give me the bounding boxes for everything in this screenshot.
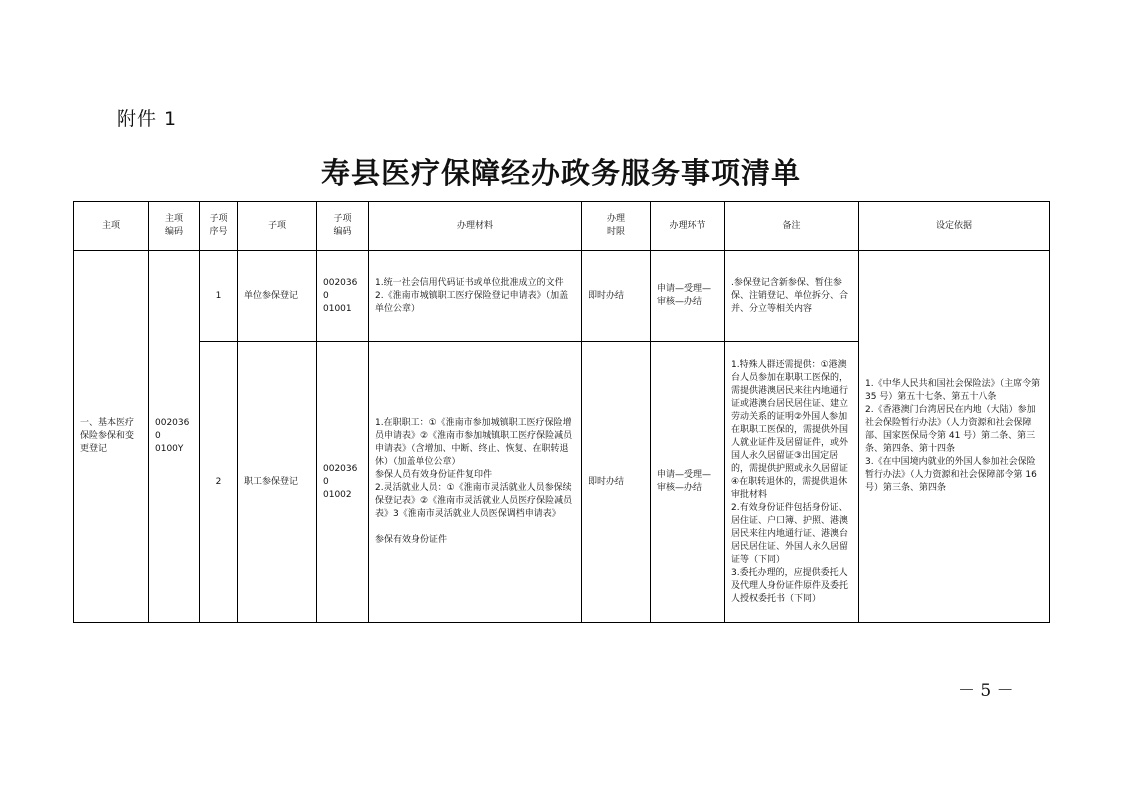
process-cell: 申请—受理—审核—办结 — [651, 251, 725, 342]
sub-item-code: 0020360 01001 — [317, 251, 369, 342]
header-process: 办理环节 — [651, 202, 725, 251]
header-time-limit: 办理 时限 — [582, 202, 651, 251]
header-sub-item: 子项 — [238, 202, 317, 251]
table-row — [74, 251, 1050, 342]
remarks-cell: 1.特殊人群还需提供：①港澳台人员参加在职职工医保的，需提供港澳居民来往内地通行证或港澳台居民居住证、建立劳动关系的证明②外国人参加在职职工医保的，需提供外国人就业证件及居留证件，或外国人永久居留证③出国定居的，需提供护照或永久居留证④在职转退休的，需提供退休审批材料 2.有效身份证件包括身份证、居住证、户口簿、护照、港澳居民来往内地通行证、港澳台居民居住证、外国人永久居留证等（下同） 3.委托办理的，应提供委托人及代理人身份证件原件及委托人授权委托书（下同） — [725, 342, 859, 623]
time-limit-cell: 即时办结 — [582, 342, 651, 623]
remarks-cell: .参保登记含新参保、暂住参保、注销登记、单位拆分、合并、分立等相关内容 — [725, 251, 859, 342]
header-materials: 办理材料 — [369, 202, 582, 251]
table-header-row — [74, 202, 1050, 251]
process-cell: 申请—受理—审核—办结 — [651, 342, 725, 623]
header-main-item: 主项 — [74, 202, 149, 251]
service-items-table — [73, 201, 1050, 623]
page-number: － 5 － — [958, 681, 1014, 701]
sub-seq: 2 — [200, 342, 238, 623]
materials-cell: 1.统一社会信用代码证书或单位批准成立的文件 2.《淮南市城镇职工医疗保险登记申请表》（加盖单位公章） — [369, 251, 582, 342]
attachment-label: 附件 1 — [117, 108, 178, 130]
header-basis: 设定依据 — [859, 202, 1050, 251]
sub-item-code: 0020360 01002 — [317, 342, 369, 623]
sub-item-name: 职工参保登记 — [238, 342, 317, 623]
materials-cell: 1.在职职工：①《淮南市参加城镇职工医疗保险增员申请表》②《淮南市参加城镇职工医疗保险减员申请表》（含增加、中断、终止、恢复、在职转退休）（加盖单位公章） 参保人员有效身份证件复印件 2.灵活就业人员：①《淮南市灵活就业人员参保续保登记表》②《淮南市灵活就业人员医疗保险减员表》3《淮南市灵活就业人员医保调档申请表》 参保有效身份证件 — [369, 342, 582, 623]
main-item-code: 0020360 0100Y — [149, 251, 200, 623]
page-title: 寿县医疗保障经办政务服务事项清单 — [320, 156, 801, 190]
time-limit-cell: 即时办结 — [582, 251, 651, 342]
main-item-name: 一、基本医疗保险参保和变更登记 — [74, 251, 149, 623]
header-sub-seq: 子项 序号 — [200, 202, 238, 251]
header-sub-code: 子项 编码 — [317, 202, 369, 251]
basis-cell: 1.《中华人民共和国社会保险法》（主席令第 35 号）第五十七条、第五十八条 2.《香港澳门台湾居民在内地（大陆）参加社会保险暂行办法》（人力资源和社会保障部、国家医保局令第 41 号）第二条、第三条、第四条、第十四条 3.《在中国境内就业的外国人参加社会保险暂行办法》（人力资源和社会保障部令第 16 号）第三条、第四条 — [859, 251, 1050, 623]
sub-item-name: 单位参保登记 — [238, 251, 317, 342]
sub-seq: 1 — [200, 251, 238, 342]
header-main-code: 主项 编码 — [149, 202, 200, 251]
header-remarks: 备注 — [725, 202, 859, 251]
